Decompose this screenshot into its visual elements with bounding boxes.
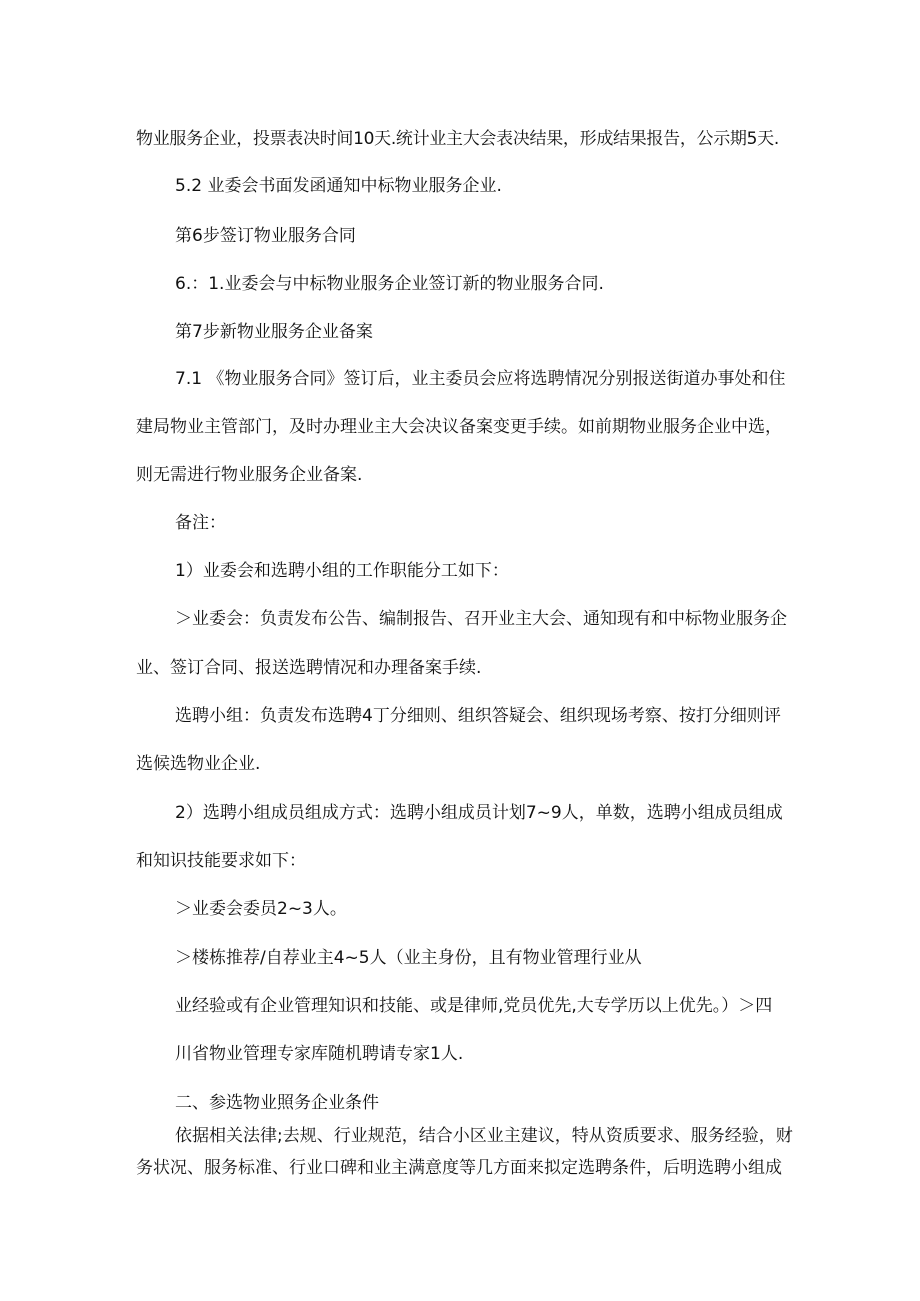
paragraph-line-7-1: 7.1 《物业服务合同》签订后，业主委员会应将选聘情况分别报送街道办事处和住 [175, 369, 786, 389]
paragraph-line-5-2: 5.2 业委会书面发函通知中标物业服务企业. [175, 176, 502, 196]
note-2-cont: 和知识技能要求如下： [136, 851, 306, 871]
section-2-paragraph-line-2: 务状况、服务标准、行业口碑和业主满意度等几方面来拟定选聘条件，后明选聘小组成 [136, 1158, 782, 1178]
member-expert-line: 川省物业管理专家库随机聘请专家1人. [175, 1044, 464, 1064]
section-2-paragraph-line-1: 依据相关法律;去规、行业规范，结合小区业主建议，特从资质要求、服务经验，财 [175, 1126, 793, 1146]
selection-group-duties-line: 选聘小组：负责发布选聘4丁分细则、组织答疑会、组织现场考察、按打分细则评 [175, 706, 781, 726]
member-owners-cont: 业经验或有企业管理知识和技能、或是律师,党员优先,大专学历以上优先。）＞四 [175, 996, 773, 1016]
paragraph-line-6-1: 6.：1.业委会与中标物业服务企业签订新的物业服务合同. [175, 274, 604, 294]
committee-duties-line: ＞业委会：负责发布公告、编制报告、召开业主大会、通知现有和中标物业服务企 [175, 609, 787, 629]
note-1-line: 1）业委会和选聘小组的工作职能分工如下： [175, 561, 509, 581]
step-7-heading: 第7步新物业服务企业备案 [175, 322, 373, 342]
paragraph-line-voting-period: 物业服务企业，投票表决时间10天.统计业主大会表决结果，形成结果报告，公示期5天. [136, 129, 779, 149]
member-owners-line: ＞楼栋推荐/自荐业主4~5人（业主身份，且有物业管理行业从 [175, 948, 642, 968]
member-committee-line: ＞业委会委员2~3人。 [175, 899, 347, 919]
committee-duties-cont: 业、签订合同、报送选聘情况和办理备案手续. [136, 658, 482, 678]
selection-group-duties-cont: 选候选物业企业. [136, 754, 261, 774]
section-2-heading: 二、参选物业照务企业条件 [175, 1093, 379, 1113]
paragraph-line-7-1-end: 则无需进行物业服务企业备案. [136, 465, 363, 485]
step-6-heading: 第6步签订物业服务合同 [175, 226, 356, 246]
notes-heading: 备注： [175, 513, 226, 533]
paragraph-line-7-1-cont: 建局物业主管部门，及时办理业主大会决议备案变更手续。如前期物业服务企业中选， [136, 417, 782, 437]
note-2-line: 2）选聘小组成员组成方式：选聘小组成员计划7~9人，单数，选聘小组成员组成 [175, 803, 783, 823]
